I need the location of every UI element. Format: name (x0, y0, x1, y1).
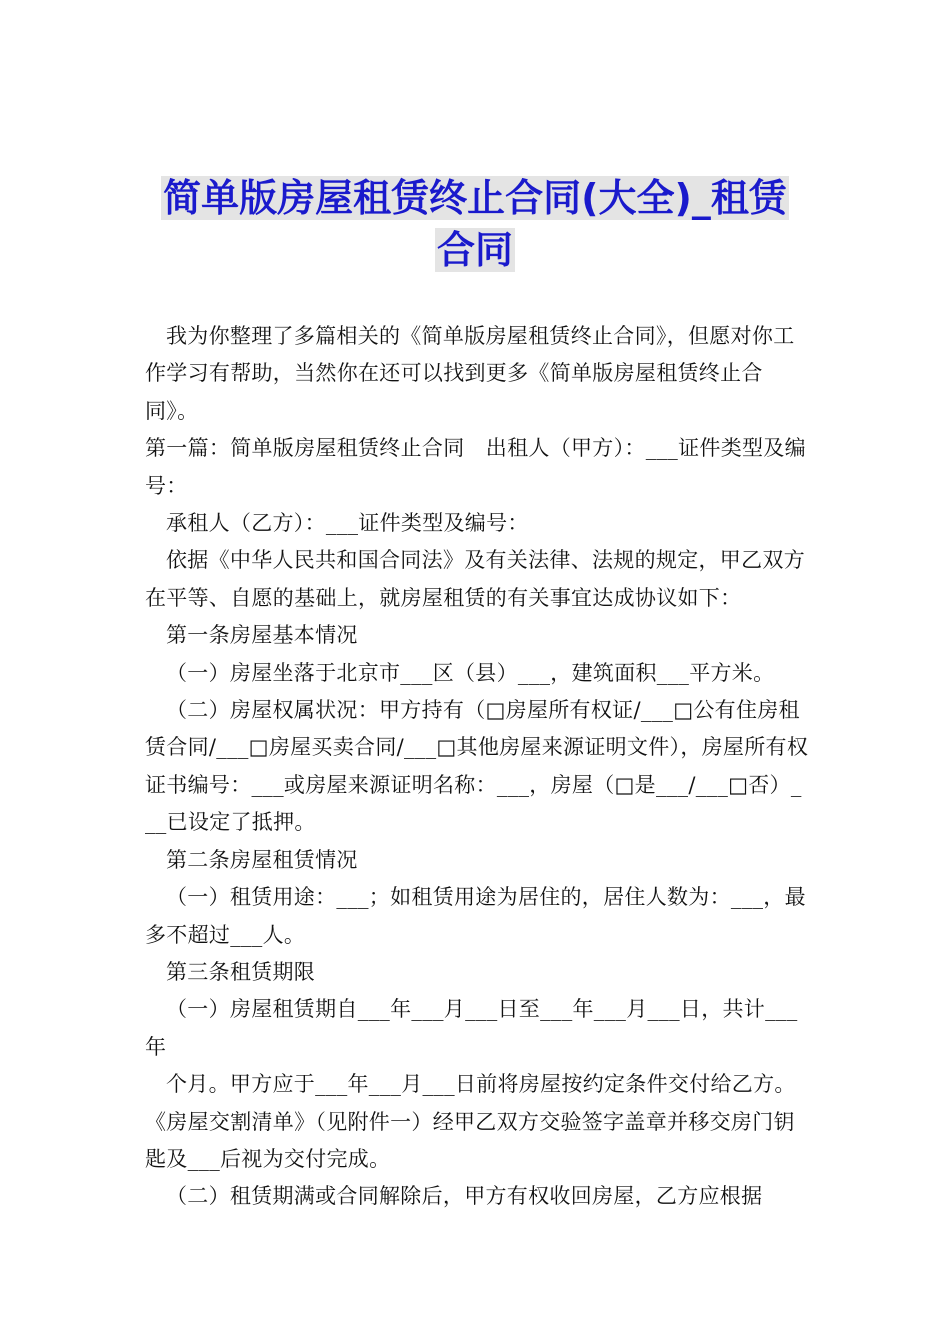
title-line-2: 合同 (436, 228, 513, 272)
article-three-item-2: （二）租赁期满或合同解除后，甲方有权收回房屋，乙方应根据 (166, 1184, 763, 1209)
intro-paragraph: 我为你整理了多篇相关的《简单版房屋租赁终止合同》，但愿对你工作学习有帮助，当然你在还可以找到更多《简单版房屋租赁终止合同》。 (145, 324, 795, 423)
article-one-item-1: （一）房屋坐落于北京市___区（县）___，建筑面积___平方米。 (166, 660, 775, 685)
section-one-heading: 第一篇：简单版房屋租赁终止合同 出租人（甲方）：___证件类型及编号： (145, 436, 806, 498)
title-line-1: 简单版房屋租赁终止合同(大全)_租赁 (163, 176, 787, 220)
article-two-heading: 第二条房屋租赁情况 (166, 847, 358, 872)
lessee-line: 承租人（乙方）：___证件类型及编号： (166, 511, 529, 536)
article-three-item-1-cont: 个月。甲方应于___年___月___日前将房屋按约定条件交付给乙方。《房屋交割清单》（见附件一）经甲乙双方交验签字盖章并移交房门钥匙及___后视为交付完成。 (145, 1072, 796, 1171)
article-three-item-1: （一）房屋租赁期自___年___月___日至___年___月___日，共计___年 (145, 997, 798, 1059)
article-three-heading: 第三条租赁期限 (166, 959, 316, 984)
article-two-item-1: （一）租赁用途：___；如租赁用途为居住的，居住人数为：___，最多不超过___人。 (145, 885, 806, 947)
document-body (145, 318, 810, 1216)
document-title (100, 172, 850, 276)
legal-basis-paragraph: 依据《中华人民共和国合同法》及有关法律、法规的规定，甲乙双方在平等、自愿的基础上，就房屋租赁的有关事宜达成协议如下： (145, 548, 805, 610)
article-one-item-2: （二）房屋权属状况：甲方持有（□房屋所有权证/___□公有住房租赁合同/___□房屋买卖合同/___□其他房屋来源证明文件），房屋所有权证书编号：___或房屋来源证明名称：___，房屋（□是___/___□否）___已设定了抵押。 (145, 698, 809, 835)
article-one-heading: 第一条房屋基本情况 (166, 623, 358, 648)
